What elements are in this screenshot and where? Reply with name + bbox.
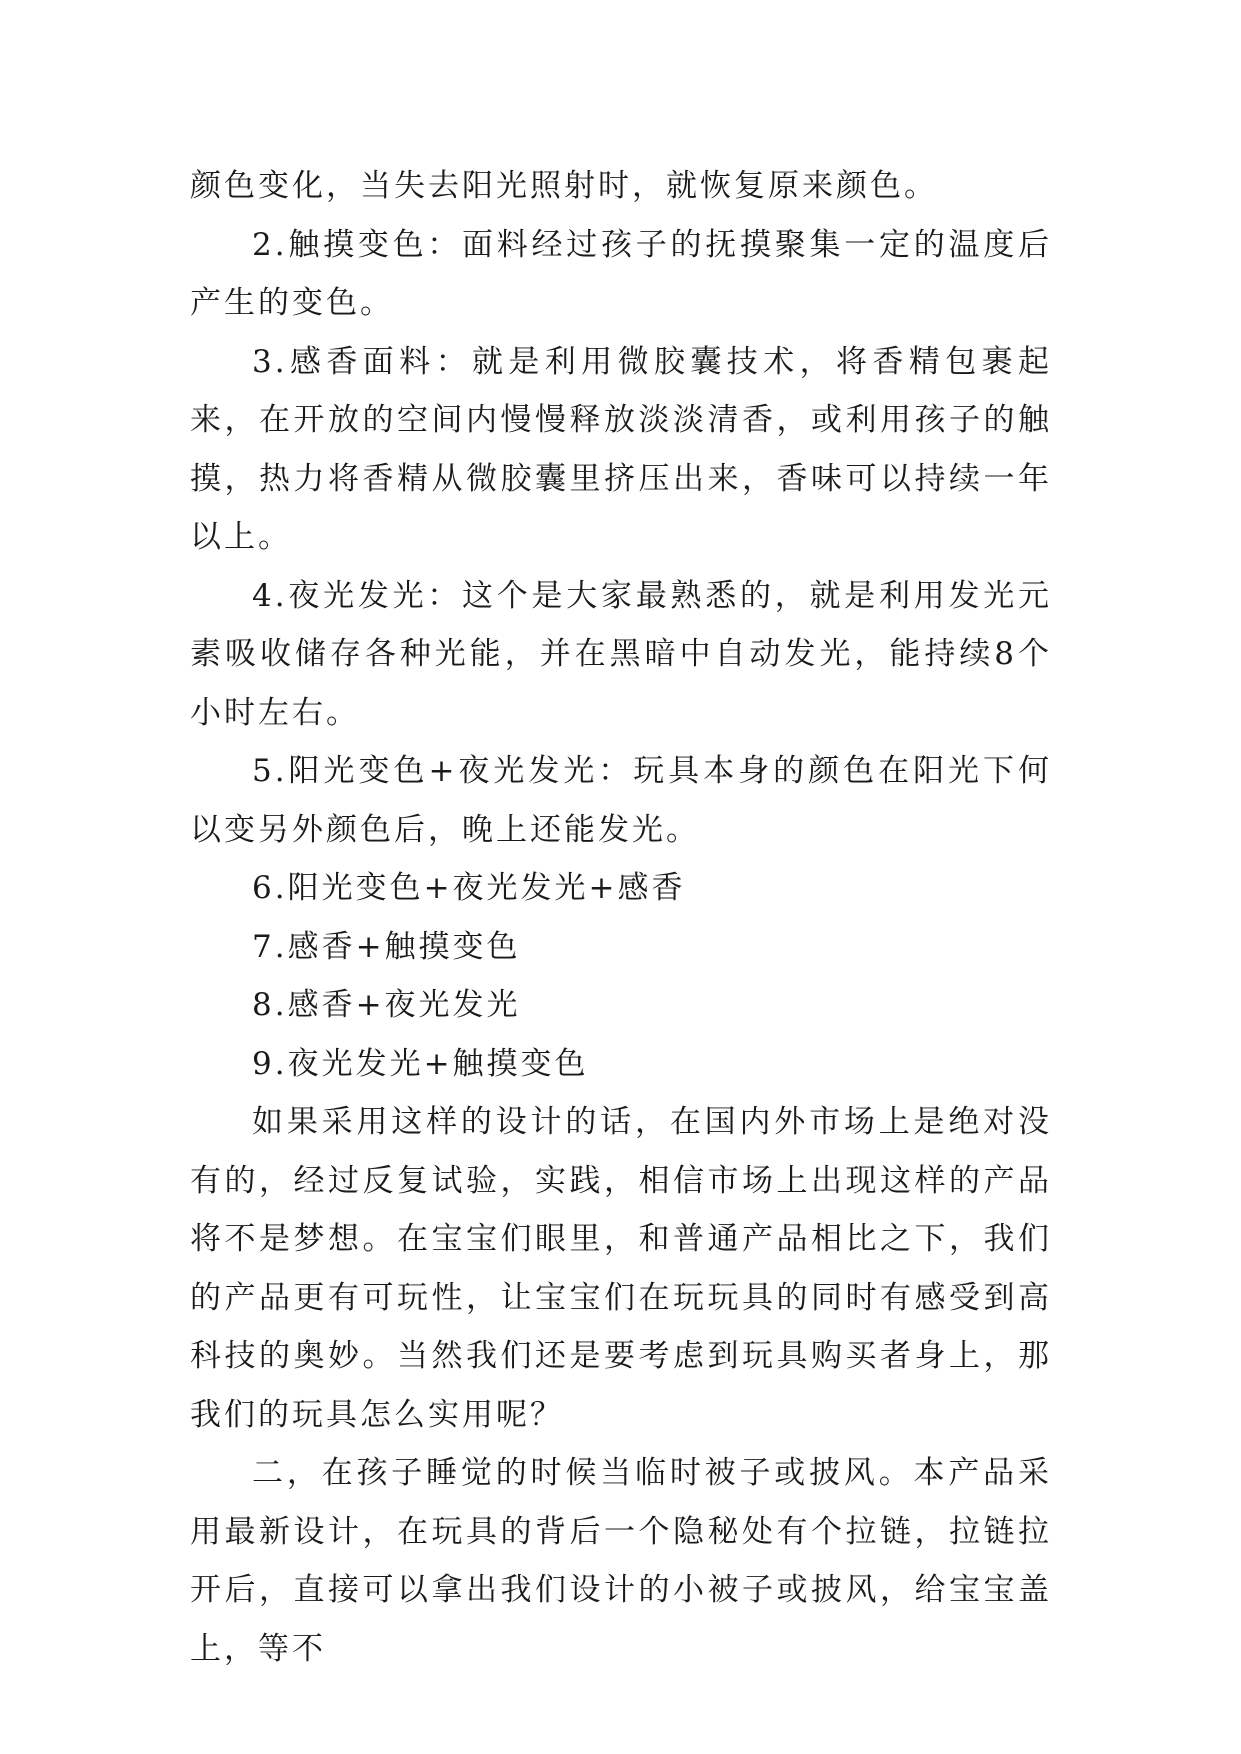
list-item-combo-9: 9.夜光发光+触摸变色: [252, 1045, 589, 1082]
list-item-combo-7: 7.感香+触摸变色: [252, 928, 521, 965]
list-item-combo-8: 8.感香+夜光发光: [252, 987, 521, 1023]
paragraph-continued: 颜色变化，当失去阳光照射时，就恢复原来颜色。: [190, 168, 938, 204]
paragraph-market-design: 如果采用这样的设计的话，在国内外市场上是绝对没有的，经过反复试验，实践，相信市场上出现这样的产品将不是梦想。在宝宝们眼里，和普通产品相比之下，我们的产品更有可玩性，让宝宝们在玩玩具的同时有感受到高科技的奥妙。当然我们还是要考虑到玩具购买者身上，那我们的玩具怎么实用呢？: [190, 1104, 1052, 1433]
paragraph-blanket-cape: 二，在孩子睡觉的时候当临时被子或披风。本产品采用最新设计，在玩具的背后一个隐秘处有个拉链，拉链拉开后，直接可以拿出我们设计的小被子或披风，给宝宝盖上，等不: [190, 1455, 1052, 1667]
list-item-combo-6: 6.阳光变色+夜光发光+感香: [252, 870, 686, 906]
list-item-touch-color-change: 2.触摸变色：面料经过孩子的抚摸聚集一定的温度后产生的变色。: [190, 226, 1052, 321]
list-item-sun-color-glow: 5.阳光变色+夜光发光：玩具本身的颜色在阳光下何以变另外颜色后，晚上还能发光。: [190, 753, 1052, 848]
list-item-glow-in-dark: 4.夜光发光：这个是大家最熟悉的，就是利用发光元素吸收储存各种光能，并在黑暗中自动发光，能持续8个小时左右。: [190, 577, 1052, 731]
body-text: [190, 157, 1052, 1678]
list-item-scented-fabric: 3.感香面料：就是利用微胶囊技术，将香精包裹起来，在开放的空间内慢慢释放淡淡清香，或利用孩子的触摸，热力将香精从微胶囊里挤压出来，香味可以持续一年以上。: [190, 343, 1052, 555]
